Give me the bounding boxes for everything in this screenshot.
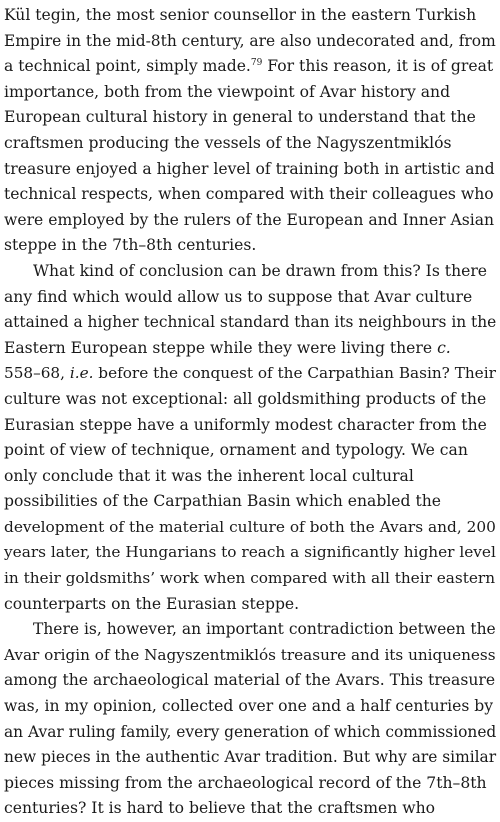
text-line: European cultural history in general to understand that the [4,108,476,127]
text-line: in their goldsmiths’ work when compared with all their eastern [4,569,496,588]
text-line [4,54,496,80]
text-line: technical respects, when compared with their colleagues who [4,185,494,204]
italic-abbrev: i.e. [69,364,94,383]
text-line: development of the material culture of both the Avars and, 200 [4,517,496,536]
text-line [4,336,496,362]
text-line: years later, the Hungarians to reach a significantly higher level [4,543,496,562]
text-line: What kind of conclusion can be drawn from this? Is there [33,261,488,280]
text-run: before the conquest of the Carpathian Basin? Their [93,364,496,383]
text-run: importance, [4,82,105,101]
text-line: Empire in the mid-8th century, are also undecorated and, from [4,31,496,50]
text-line: treasure enjoyed a higher level of training both in artistic and [4,159,495,178]
text-run: both from the viewpoint of Avar history and [104,82,451,101]
text-line: craftsmen producing the vessels of the Nagyszentmiklós [4,133,452,152]
text-line: among the archaeological material of the Avars. This treasure [4,671,496,690]
text-line: only conclude that it was the inherent local cultural [4,466,414,485]
text-line: pieces missing from the archaeological record of the 7th–8th [4,773,487,792]
text-line: any find which would allow us to suppose that Avar culture [4,287,473,306]
text-line: Avar origin of the Nagyszentmiklós treasure and its uniqueness [4,645,496,664]
paragraph-2 [4,259,496,617]
text-line: attained a higher technical standard than its neighbours in the [4,313,497,332]
text-line: new pieces in the authentic Avar tradition. But why are similar [4,748,497,767]
paragraph-3 [4,617,496,822]
text-line: Eurasian steppe have a uniformly modest character from the [4,415,487,434]
text-run: Eastern European steppe while they were living there [4,338,438,357]
footnote-marker[interactable]: 79 [250,58,263,69]
text-line: Kül tegin, the most senior counsellor in the eastern Turkish [4,6,477,24]
paragraph-1 [4,3,496,259]
text-line [4,80,496,106]
text-line: steppe in the 7th–8th centuries. [4,236,257,255]
text-line: possibilities of the Carpathian Basin which enabled the [4,492,442,511]
text-line: There is, however, an important contradiction between the [33,620,496,639]
document-page [4,3,496,822]
text-line: point of view of technique, ornament and typology. We can [4,441,468,460]
text-run: For this reason, it is of great [262,57,494,76]
text-line: was, in my opinion, collected over one and a half centuries by [4,697,494,716]
text-line: centuries? It is hard to believe that the craftsmen who [4,799,436,818]
text-run: 558–68, [4,364,70,383]
text-line [4,361,496,387]
italic-abbrev: c. [437,338,451,357]
text-line: counterparts on the Eurasian steppe. [4,594,300,613]
text-run: a technical point, simply made. [4,57,251,76]
text-line: an Avar ruling family, every generation of which commissioned [4,722,497,741]
text-line: culture was not exceptional: all goldsmithing products of the [4,389,487,408]
text-line: were employed by the rulers of the European and Inner Asian [4,210,495,229]
